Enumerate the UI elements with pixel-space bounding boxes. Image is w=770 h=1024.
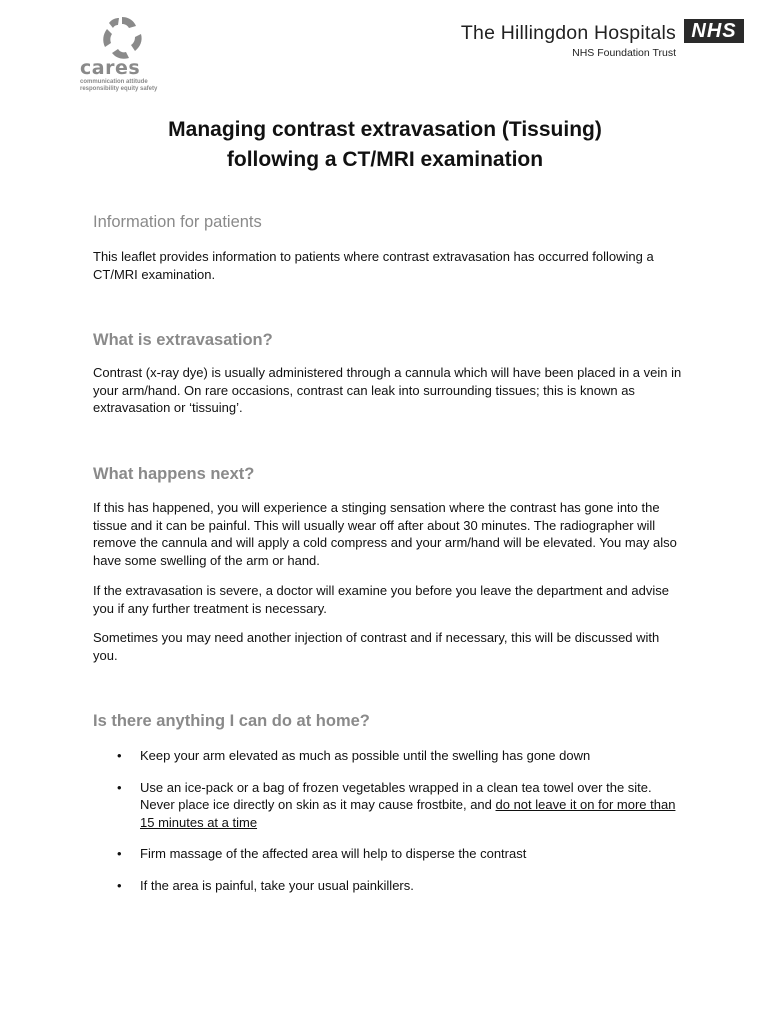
document-title-line-1: Managing contrast extravasation (Tissuing) [168,118,602,141]
bullet-icon: • [117,748,122,763]
info-paragraph: This leaflet provides information to patients where contrast extravasation has occurred following a CT/MRI examination. [93,249,654,282]
cares-tagline-2: responsibility equity safety [80,86,158,92]
list-item [93,779,683,832]
bullet-text-1: Keep your arm elevated as much as possible until the swelling has gone down [140,748,591,763]
cares-logo [80,14,170,94]
home-advice-list [93,747,683,894]
trust-subtitle: NHS Foundation Trust [572,47,676,59]
what-is-paragraph: Contrast (x-ray dye) is usually administered through a cannula which will have been placed in a vein in your arm/hand. On rare occasions, contrast can leak into surrounding tissues; this is known as extravasation or ‘tissuing’. [93,365,682,415]
cares-tagline-1: communication attitude [80,79,148,85]
section-heading-information: Information for patients [93,213,262,231]
document-title [0,115,770,175]
bullet-text-2-underlined: do not leave it on for more than 15 minutes at a time [140,797,676,830]
what-next-paragraph-2: If the extravasation is severe, a doctor will examine you before you leave the department and advise you if any further treatment is necessary. [93,583,669,616]
section-heading-what-next: What happens next? [93,465,255,483]
cares-swirl-icon [98,14,146,62]
list-item [93,877,683,895]
what-next-paragraph-1: If this has happened, you will experience a stinging sensation where the contrast has gone into the tissue and it can be painful. This will usually wear off after about 30 minutes. The radiographer will remove the cannula and will apply a cold compress and your arm/hand will be elevated. You may also have some swelling of the arm or hand. [93,500,677,568]
bullet-text-3: Firm massage of the affected area will help to disperse the contrast [140,846,527,861]
bullet-icon: • [117,846,122,861]
trust-header [424,14,744,64]
list-item [93,747,683,765]
section-heading-what-is: What is extravasation? [93,331,273,349]
section-heading-home: Is there anything I can do at home? [93,712,370,730]
bullet-icon: • [117,877,122,893]
list-item [93,845,683,863]
document-title-line-2: following a CT/MRI examination [226,148,544,171]
trust-name: The Hillingdon Hospitals [460,22,676,44]
bullet-text-4: If the area is painful, take your usual painkillers. [140,877,414,893]
what-next-paragraph-3: Sometimes you may need another injection of contrast and if necessary, this will be discussed with you. [93,630,660,663]
bullet-text-2: Use an ice-pack or a bag of frozen vegetables wrapped in a clean tea towel over the site. Never place ice directly on skin as it may cause frostbite, and [140,779,652,812]
nhs-logo: NHS [684,19,744,43]
cares-wordmark: cares [80,57,141,79]
bullet-icon: • [117,779,122,795]
